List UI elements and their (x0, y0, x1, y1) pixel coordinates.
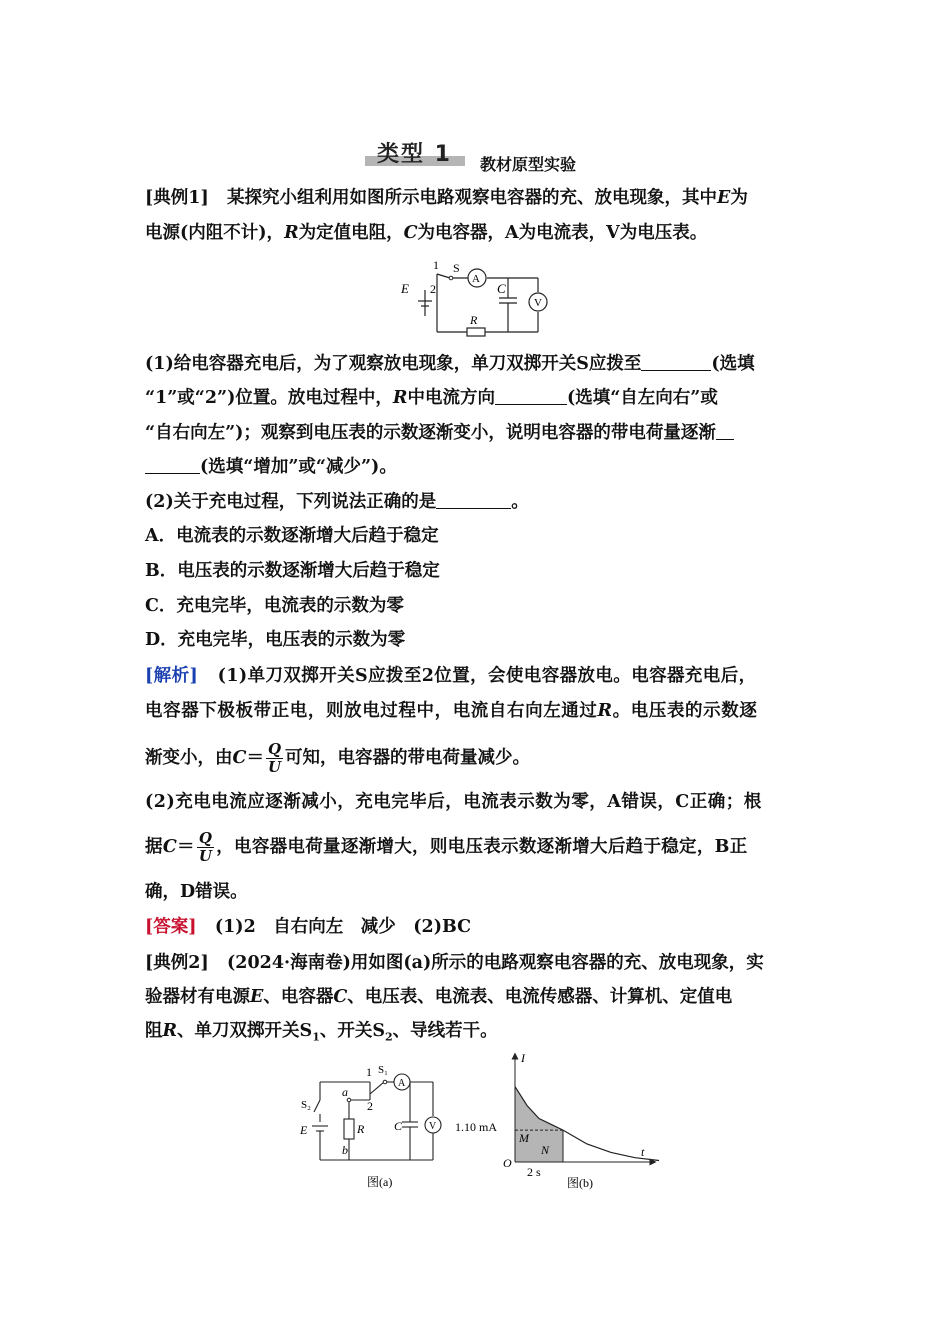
fig-a-label-c: C (394, 1119, 403, 1133)
ex1-tag: [典例1] (145, 188, 209, 208)
analysis-tag: [解析] (145, 666, 199, 686)
fig-a-label-s2: S₂ (301, 1099, 311, 1111)
answer-blank-4[interactable] (436, 490, 511, 509)
label-i-axis: I (521, 1051, 525, 1065)
circuit-figure-a (295, 1060, 455, 1195)
fig-b-caption: 图(b) (567, 1176, 593, 1190)
q1-line3: “自右向左”)；观察到电压表的示数逐渐变小，说明电容器的带电荷量逐渐 (145, 421, 734, 445)
circuit-diagram-1 (395, 258, 555, 338)
q1-line2: “1”或“2”)位置。放电过程中，R中电流方向 (选填“自左向右”或 (145, 388, 718, 408)
analysis-line2: 电容器下极板带正电，则放电过程中，电流自右向左通过R。电压表的示数逐 (145, 701, 758, 721)
fig-a-label-a-meter: A (398, 1078, 406, 1089)
ex2-tag: [典例2] (145, 953, 209, 973)
ex2-line3: 阻R、单刀双掷开关$S_1$、开关$S_2$、导线若干。 (145, 1021, 498, 1044)
answer-line: [答案] (1)2 自右向左 减少 (2)BC (145, 917, 472, 937)
option-b: B．电压表的示数逐渐增大后趋于稳定 (145, 561, 440, 581)
fraction-q-over-u-2: $\frac{Q}{U}$ (198, 829, 213, 865)
fraction-q-over-u: $\frac{Q}{U}$ (267, 740, 282, 776)
fig-a-label-e: E (300, 1123, 308, 1137)
option-c: C．充电完毕，电流表的示数为零 (145, 596, 404, 616)
fig-a-caption: 图(a) (367, 1175, 393, 1189)
q1-line4: (选填“增加”或“减少”)。 (145, 455, 397, 479)
answer-tag: [答案] (145, 917, 197, 937)
fig-a-label-r: R (357, 1122, 365, 1136)
fig-a-label-1: 1 (366, 1065, 372, 1079)
analysis-line6: 确，D错误。 (145, 882, 248, 902)
q2-line: (2)关于充电过程，下列说法正确的是 。 (145, 492, 529, 512)
label-s: S (453, 261, 460, 275)
label-m: M (519, 1131, 529, 1145)
label-current-value: 1.10 mA (455, 1120, 497, 1134)
ex1-line2: 电源(内阻不计)，R为定值电阻，C为电容器，A为电流表，V为电压表。 (145, 223, 708, 243)
label-2: 2 (430, 282, 436, 296)
ex2-line1: [典例2] (2024·海南卷)用如图(a)所示的电路观察电容器的充、放电现象，实 (145, 953, 764, 973)
analysis-line5: 据C＝ $\frac{Q}{U}$ ，电容器电荷量逐渐增大，则电压表示数逐渐增大后趋于稳定，B正 (145, 829, 748, 865)
fig-a-label-s1: S₁ (378, 1064, 388, 1076)
answer-blank-2[interactable] (495, 386, 567, 405)
analysis-line4: (2)充电电流应逐渐减小，充电完毕后，电流表示数为零，A错误，C正确；根 (145, 792, 762, 812)
label-r: R (470, 313, 478, 327)
answer-blank-3a[interactable] (716, 421, 734, 440)
answer-blank-1[interactable] (641, 352, 711, 371)
fig-a-label-2: 2 (367, 1099, 373, 1113)
fig-a-label-b: b (342, 1143, 348, 1157)
current-time-chart (455, 1050, 660, 1195)
label-t-axis: t (641, 1145, 645, 1159)
option-d: D．充电完毕，电压表的示数为零 (145, 630, 406, 650)
analysis-line3: 渐变小，由C＝ $\frac{Q}{U}$ 可知，电容器的带电荷量减少。 (145, 740, 531, 776)
label-1: 1 (433, 258, 439, 272)
label-n: N (541, 1143, 550, 1157)
resistor-r (467, 328, 485, 336)
label-origin: O (503, 1156, 512, 1170)
label-time: 2 s (527, 1165, 541, 1179)
section-subtitle: 教材原型实验 (480, 155, 577, 174)
label-a: A (472, 273, 480, 285)
ex1-line1: [典例1] 某探究小组利用如图所示电路观察电容器的充、放电现象，其中E为 (145, 188, 748, 208)
type-label: 类型 1 (377, 142, 452, 167)
ex2-line2: 验器材有电源E、电容器C、电压表、电流表、电流传感器、计算机、定值电 (145, 987, 733, 1007)
label-v: V (534, 297, 542, 309)
analysis-line1: [解析] (1)单刀双掷开关S应拨至2位置，会使电容器放电。电容器充电后， (145, 666, 757, 686)
fig-a-label-a: a (342, 1085, 348, 1099)
type-title (365, 137, 465, 167)
option-a: A．电流表的示数逐渐增大后趋于稳定 (145, 526, 439, 546)
label-e: E (401, 281, 409, 296)
fig-a-label-v-meter: V (429, 1121, 437, 1132)
label-c: C (497, 281, 506, 296)
answer-blank-3b[interactable] (145, 455, 200, 474)
q1-line1: (1)给电容器充电后，为了观察放电现象，单刀双掷开关S应拨至 (选填 (145, 354, 755, 374)
resistor-r2 (344, 1119, 354, 1139)
